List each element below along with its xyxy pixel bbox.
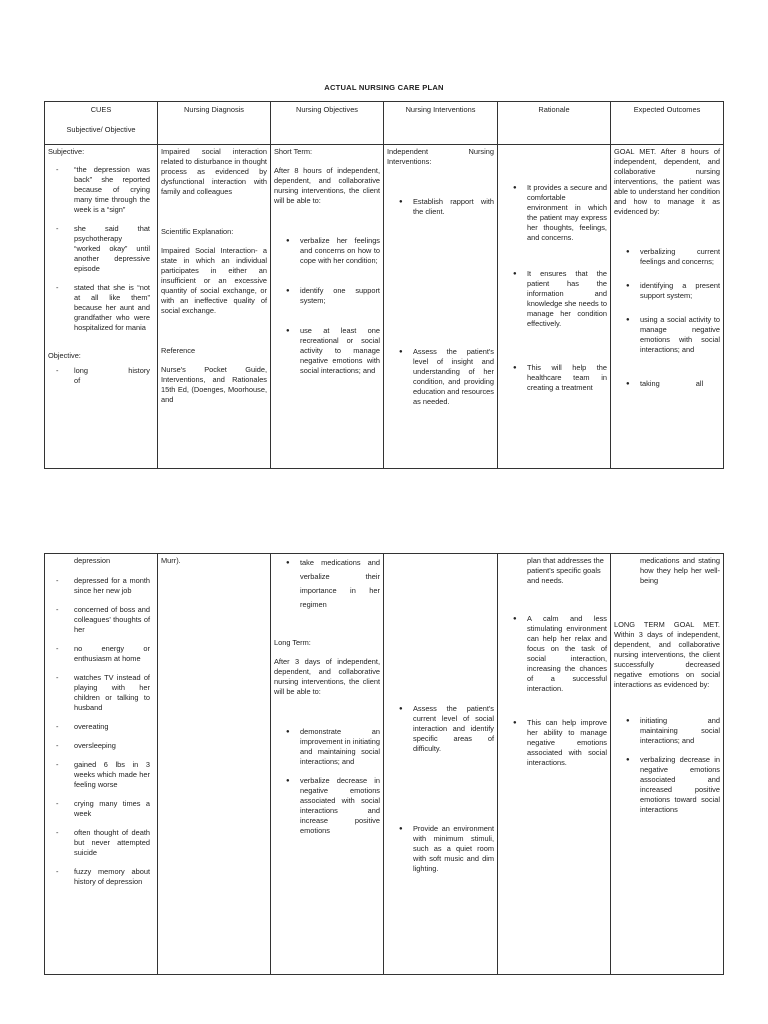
rationale-continued: plan that addresses the patient's specific goals and needs. bbox=[527, 556, 604, 585]
list-item: ● Assess the patient's level of insight and understanding of her condition, and providing education and resources as needed. bbox=[413, 347, 494, 407]
list-item: ● verbalize her feelings and concerns on how to cope with her condition; bbox=[300, 236, 380, 266]
rationale-cell bbox=[498, 145, 611, 469]
outcomes-cell bbox=[611, 554, 724, 975]
list-item: ● This can help improve her ability to manage negative emotions associated with social interactions. bbox=[527, 718, 607, 768]
list-item: ● Establish rapport with the client. bbox=[413, 197, 494, 217]
care-plan-table-page-2 bbox=[44, 553, 724, 975]
outcomes-text: GOAL MET. After 8 hours of independent, dependent, and collaborative nursing interventions, the patient was able to understand her condition and how to manage it as evidenced by: bbox=[614, 147, 720, 216]
list-item: - fuzzy memory about history of depression bbox=[74, 867, 154, 887]
interventions-label: Independent Nursing Interventions: bbox=[387, 147, 494, 166]
long-term-list bbox=[274, 727, 380, 836]
interventions-cell bbox=[384, 145, 498, 469]
header-cues-label: CUES bbox=[90, 105, 112, 114]
list-item: ● taking all bbox=[640, 379, 720, 389]
long-term-outcome-text: LONG TERM GOAL MET. Within 3 days of independent, dependent, and collaborative nursing interventions, the client successfully decreased negative emotions on social interactions as evidenced by: bbox=[614, 620, 720, 689]
list-item: - long history of bbox=[74, 366, 154, 386]
list-item: ● Assess the patient's current level of social interaction and identify specific areas of difficulty. bbox=[413, 704, 494, 754]
list-item: - no energy or enthusiasm at home bbox=[74, 644, 154, 664]
rationale-cell bbox=[498, 554, 611, 975]
subjective-label: Subjective: bbox=[48, 147, 85, 156]
list-item: ● use at least one recreational or social activity to manage negative emotions with social interactions; and bbox=[300, 326, 380, 376]
cues-cell bbox=[45, 145, 158, 469]
list-item: ● take medications and verbalize their importance in her regimen bbox=[300, 556, 380, 612]
interventions-list bbox=[387, 704, 494, 874]
list-item: - crying many times a week bbox=[74, 799, 154, 819]
list-item: - depressed for a month since her new job bbox=[74, 576, 154, 596]
outcomes-continued: medications and stating how they help her well-being bbox=[640, 556, 720, 585]
cues-continued: depression bbox=[74, 556, 111, 565]
short-term-label: Short Term: bbox=[274, 147, 313, 156]
list-item: ● It ensures that the patient has the information and knowledge she needs to manage her condition effectively. bbox=[527, 269, 607, 329]
diagnosis-cell bbox=[158, 145, 271, 469]
document-title: ACTUAL NURSING CARE PLAN bbox=[324, 83, 444, 92]
objective-list bbox=[48, 576, 154, 887]
list-item: ● This will help the healthcare team in creating a treatment bbox=[527, 363, 607, 393]
header-objectives: Nursing Objectives bbox=[271, 102, 384, 145]
diagnosis-cell bbox=[158, 554, 271, 975]
list-item: - oversleeping bbox=[74, 741, 154, 751]
scientific-explanation-text: Impaired Social Interaction- a state in which an individual participates in either an insufficient or an excessive quantity of social exchange, or with an ineffective quality of social exchange. bbox=[161, 246, 267, 315]
list-item: - overeating bbox=[74, 722, 154, 732]
objectives-cell bbox=[271, 554, 384, 975]
short-term-text: After 8 hours of independent, dependent, and collaborative nursing interventions, the client will be able to: bbox=[274, 166, 380, 205]
long-term-label: Long Term: bbox=[274, 638, 311, 647]
list-item: ● identify one support system; bbox=[300, 286, 380, 306]
list-item: - concerned of boss and colleagues' thoughts of her bbox=[74, 605, 154, 635]
outcomes-list bbox=[614, 247, 720, 389]
list-item: ● It provides a secure and comfortable environment in which the patient may express her thoughts, feelings, and concerns. bbox=[527, 183, 607, 243]
outcomes-cell bbox=[611, 145, 724, 469]
objectives-cell bbox=[271, 145, 384, 469]
rationale-list bbox=[501, 183, 607, 393]
list-item: ● verbalizing current feelings and concerns; bbox=[640, 247, 720, 267]
long-term-outcomes-list bbox=[614, 716, 720, 815]
short-term-list-continued bbox=[274, 556, 380, 612]
header-outcomes: Expected Outcomes bbox=[611, 102, 724, 145]
list-item: ● using a social activity to manage negative emotions with social interactions; and bbox=[640, 315, 720, 355]
list-item: - “the depression was back” she reported because of crying many time through the week is a “sign” bbox=[74, 165, 154, 215]
short-term-list bbox=[274, 236, 380, 376]
subjective-list bbox=[48, 165, 154, 333]
diagnosis-continued: Murr). bbox=[161, 556, 181, 565]
list-item: ● verbalizing decrease in negative emotions associated and increased positive emotions toward social interactions bbox=[640, 755, 720, 815]
list-item: ● initiating and maintaining social interactions; and bbox=[640, 716, 720, 746]
list-item: - gained 6 lbs in 3 weeks which made her feeling worse bbox=[74, 760, 154, 790]
header-interventions: Nursing Interventions bbox=[384, 102, 498, 145]
reference-text: Nurse's Pocket Guide, Interventions, and Rationales 15th Ed, (Doenges, Moorhouse, and bbox=[161, 365, 267, 404]
table-body-row bbox=[45, 554, 724, 975]
header-rationale: Rationale bbox=[498, 102, 611, 145]
header-cues-sublabel: Subjective/ Objective bbox=[66, 125, 136, 134]
list-item: ● A calm and less stimulating environment can help her relax and focus on the task of social interaction, increasing the chances of a successful interaction. bbox=[527, 614, 607, 694]
objective-list bbox=[48, 366, 154, 386]
list-item: ● verbalize decrease in negative emotions associated with social interactions and increase positive emotions bbox=[300, 776, 380, 836]
list-item: - often thought of death but never attempted suicide bbox=[74, 828, 154, 858]
list-item: ● Provide an environment with minimum stimuli, such as a quiet room with soft music and dim lighting. bbox=[413, 824, 494, 874]
scientific-explanation-label: Scientific Explanation: bbox=[161, 227, 234, 236]
table-body-row bbox=[45, 145, 724, 469]
list-item: ● demonstrate an improvement in initiating and maintaining social interactions; and bbox=[300, 727, 380, 767]
list-item: ● identifying a present support system; bbox=[640, 281, 720, 301]
cues-cell bbox=[45, 554, 158, 975]
care-plan-table-page-1 bbox=[44, 101, 724, 469]
header-diagnosis: Nursing Diagnosis bbox=[158, 102, 271, 145]
list-item: - she said that psychotherapy “worked okay” until another depressive episode bbox=[74, 224, 154, 274]
interventions-list bbox=[387, 197, 494, 407]
diagnosis-text: Impaired social interaction related to disturbance in thought process as evidenced by dysfunctional interaction with family and colleagues bbox=[161, 147, 267, 196]
long-term-text: After 3 days of independent, dependent, and collaborative nursing interventions, the client will be able to: bbox=[274, 657, 380, 696]
table-header-row bbox=[45, 102, 724, 145]
interventions-cell bbox=[384, 554, 498, 975]
objective-label: Objective: bbox=[48, 351, 81, 360]
list-item: - watches TV instead of playing with her children or talking to husband bbox=[74, 673, 154, 713]
reference-label: Reference bbox=[161, 346, 196, 355]
header-cues bbox=[45, 102, 158, 145]
rationale-list bbox=[501, 614, 607, 768]
list-item: - stated that she is “not at all like them” because her aunt and grandfather who were hospitalized for mania bbox=[74, 283, 154, 333]
